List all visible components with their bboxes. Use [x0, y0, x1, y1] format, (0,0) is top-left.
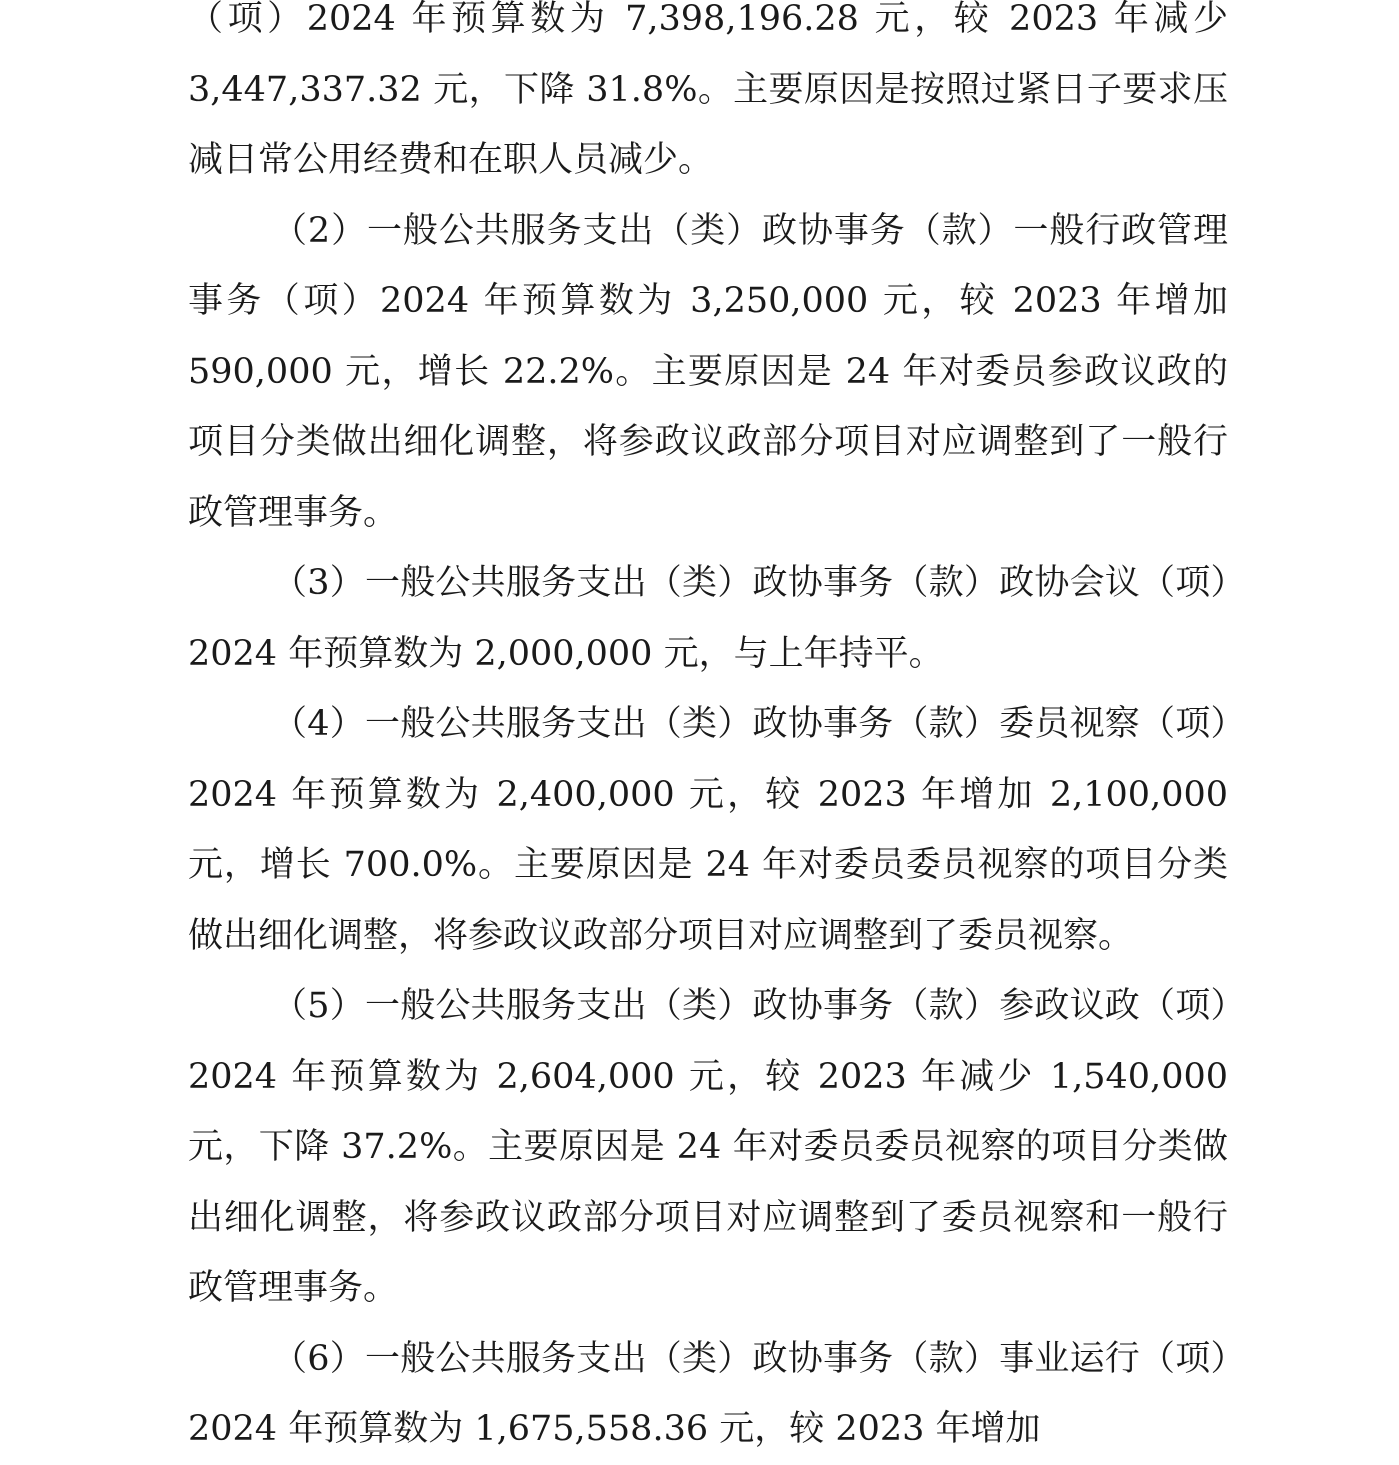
paragraph-item-2: （2）一般公共服务支出（类）政协事务（款）一般行政管理事务（项）2024 年预算数为 3,250,000 元，较 2023 年增加 590,000 元，增长 22.2%。主要原因是 24 年对委员参政议政的项目分类做出细化调整，将参政议政部分项目对应调整到了一般行政管理事务。 — [188, 210, 1228, 533]
document-page — [188, 0, 1228, 1465]
paragraph-item-6: （6）一般公共服务支出（类）政协事务（款）事业运行（项）2024 年预算数为 1,675,558.36 元，较 2023 年增加 — [188, 1338, 1228, 1449]
paragraph-item-4: （4）一般公共服务支出（类）政协事务（款）委员视察（项）2024 年预算数为 2,400,000 元，较 2023 年增加 2,100,000 元，增长 700.0%。主要原因是 24 年对委员委员视察的项目分类做出细化调整，将参政议政部分项目对应调整到了委员视察。 — [188, 704, 1228, 956]
paragraph-item-3: （3）一般公共服务支出（类）政协事务（款）政协会议（项）2024 年预算数为 2,000,000 元，与上年持平。 — [188, 563, 1228, 674]
paragraph-continued: （项）2024 年预算数为 7,398,196.28 元，较 2023 年减少 3,447,337.32 元，下降 31.8%。主要原因是按照过紧日子要求压减日常公用经费和在职人员减少。 — [188, 0, 1228, 180]
paragraph-item-5: （5）一般公共服务支出（类）政协事务（款）参政议政（项）2024 年预算数为 2,604,000 元，较 2023 年减少 1,540,000 元，下降 37.2%。主要原因是 24 年对委员委员视察的项目分类做出细化调整，将参政议政部分项目对应调整到了委员视察和一般行政管理事务。 — [188, 986, 1228, 1308]
